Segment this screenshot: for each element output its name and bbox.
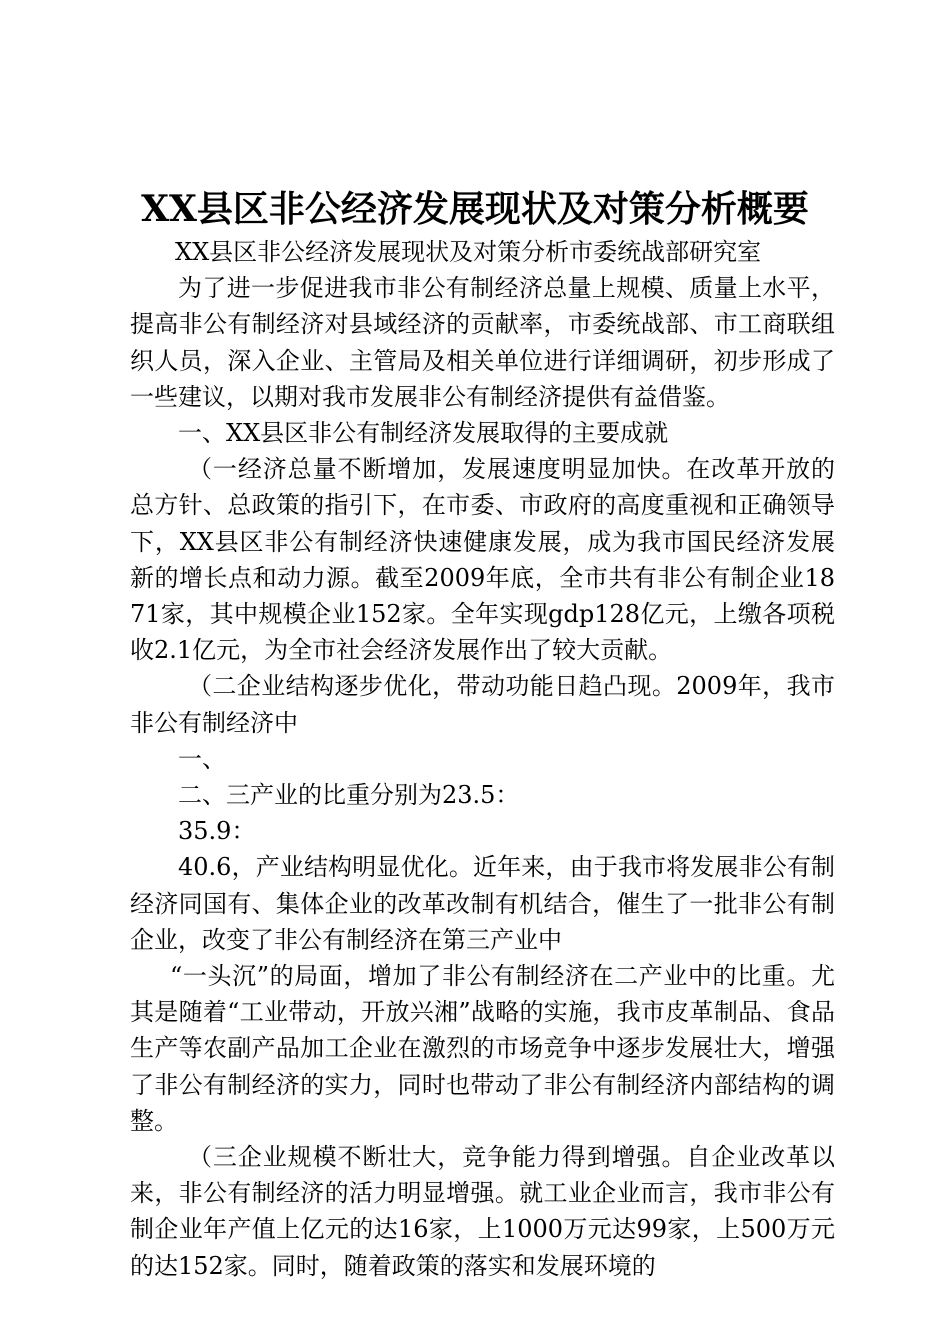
- section-heading: 一、XX县区非公有制经济发展取得的主要成就: [178, 419, 669, 448]
- paragraph-industry-ratio: 40.6，产业结构明显优化。近年来，由于我市将发展非公有制经济同国有、集体企业的改革改制有机结合，催生了一批非公有制企业，改变了非公有制经济在第三产业中: [130, 853, 835, 954]
- subtitle-paragraph: XX县区非公经济发展现状及对策分析市委统战部研究室: [175, 238, 762, 266]
- paragraph-fragment-2: 二、三产业的比重分别为23.5：: [178, 781, 520, 810]
- paragraph-fragment-3: 35.9：: [178, 817, 256, 846]
- paragraph-fragment-1: 一、: [178, 744, 226, 773]
- paragraph-economy-total: （一经济总量不断增加，发展速度明显加快。在改革开放的总方针、总政策的指引下，在市委、市政府的高度重视和正确领导下，XX县区非公有制经济快速健康发展，成为我市国民经济发展新的增长点和动力源。截至2009年底，全市共有非公有制企业1871家，其中规模企业152家。全年实现gdp128亿元，上缴各项税收2.1亿元，为全市社会经济发展作出了较大贡献。: [130, 455, 835, 665]
- intro-paragraph: 为了进一步促进我市非公有制经济总量上规模、质量上水平，提高非公有制经济对县域经济的贡献率，市委统战部、市工商联组织人员，深入企业、主管局及相关单位进行详细调研，初步形成了一些建议，以期对我市发展非公有制经济提供有益借鉴。: [130, 274, 835, 411]
- document-body: [130, 234, 835, 1284]
- document-title: XX县区非公经济发展现状及对策分析概要: [141, 188, 809, 230]
- paragraph-enterprise-scale: （三企业规模不断壮大，竞争能力得到增强。自企业改革以来，非公有制经济的活力明显增强。就工业企业而言，我市非公有制企业年产值上亿元的达16家，上1000万元达99家，上500万元的达152家。同时，随着政策的落实和发展环境的: [130, 1143, 835, 1280]
- paragraph-industry-change: “一头沉”的局面，增加了非公有制经济在二产业中的比重。尤其是随着“工业带动，开放兴湘”战略的实施，我市皮革制品、食品生产等农副产品加工企业在激烈的市场竞争中逐步发展壮大，增强了非公有制经济的实力，同时也带动了非公有制经济内部结构的调整。: [130, 962, 835, 1135]
- paragraph-structure: （二企业结构逐步优化，带动功能日趋凸现。2009年，我市非公有制经济中: [130, 672, 835, 737]
